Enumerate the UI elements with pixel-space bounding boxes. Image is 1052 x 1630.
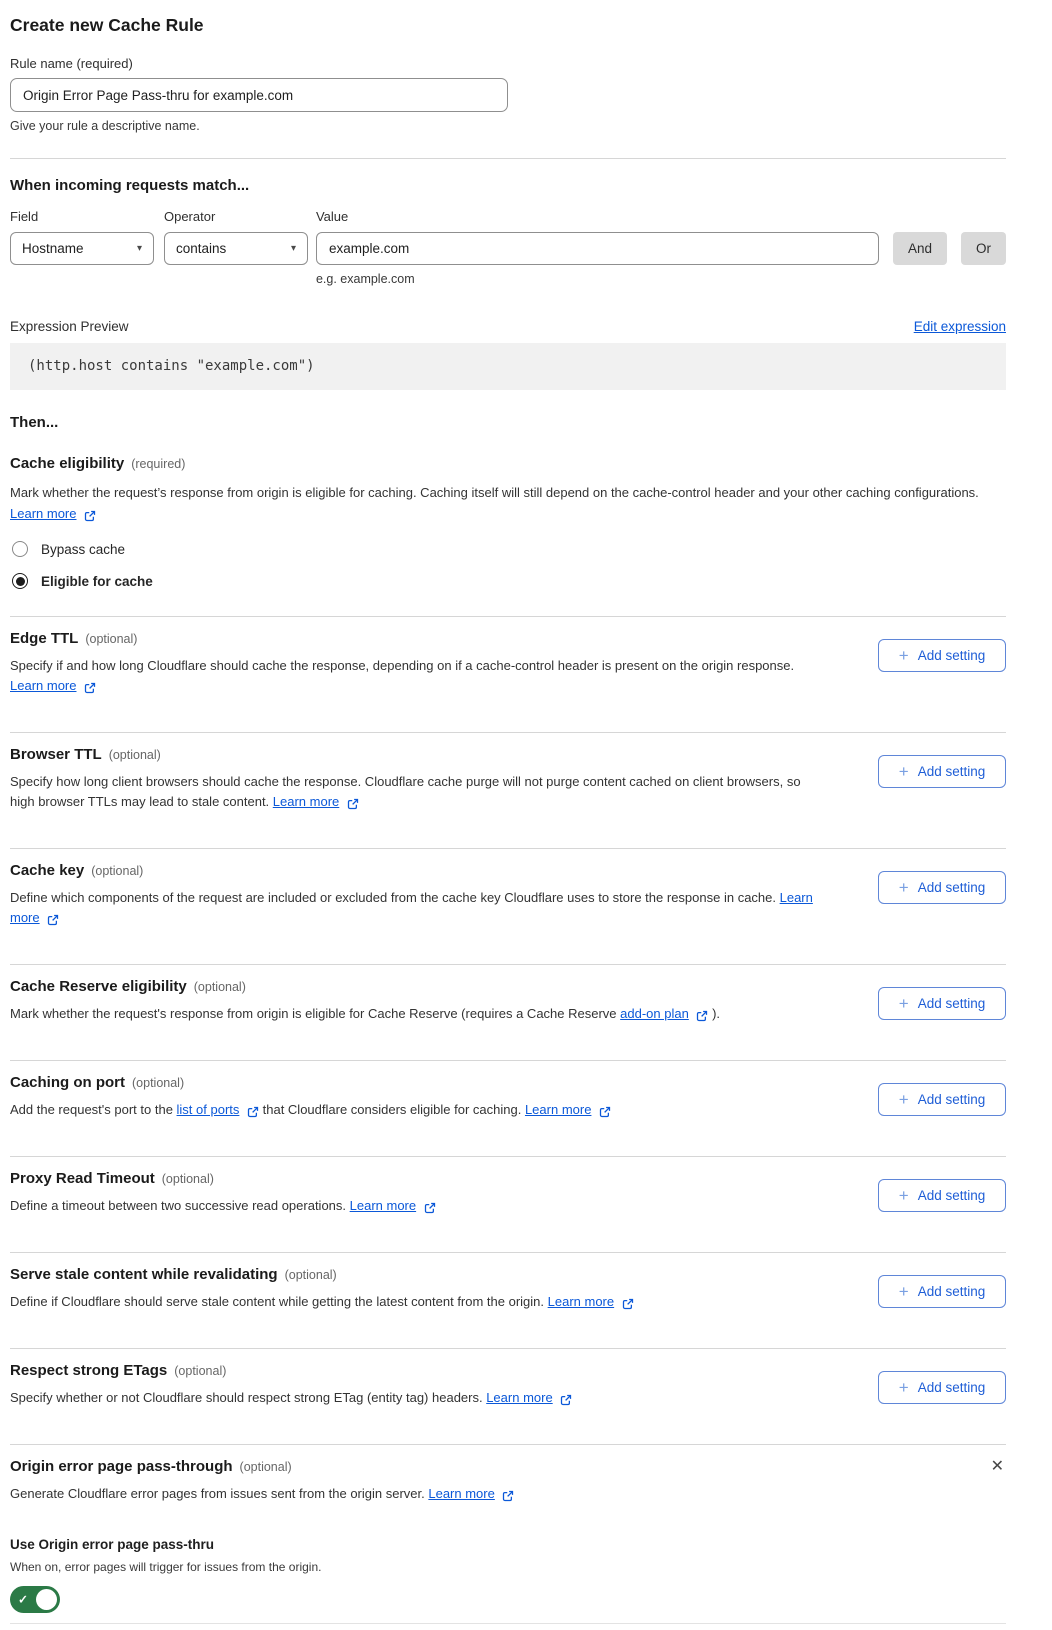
add-setting-button[interactable] (878, 871, 1006, 904)
field-select[interactable] (10, 232, 154, 265)
cache-eligibility-description: Mark whether the request’s response from origin is eligible for caching. Caching itself will still depend on the cache-control header and your other caching configurations. Learn more (10, 482, 1002, 525)
setting-row (10, 616, 1006, 732)
or-button[interactable]: Or (961, 232, 1006, 265)
divider (10, 1623, 1006, 1624)
setting-description: Define if Cloudflare should serve stale content while getting the latest content from the origin. Learn more (10, 1292, 634, 1313)
inline-link[interactable]: add-on plan (620, 1006, 689, 1021)
external-link-icon (84, 677, 96, 697)
origin-error-setting-desc: When on, error pages will trigger for issues from the origin. (10, 1560, 322, 1574)
external-link-icon (560, 1389, 572, 1409)
setting-optional-tag: (optional) (132, 1076, 185, 1090)
origin-error-title: Origin error page pass-through (10, 1458, 233, 1475)
external-link-icon (424, 1197, 436, 1217)
plus-icon: + (898, 646, 909, 665)
setting-title: Edge TTL (10, 630, 79, 647)
create-cache-rule-form (10, 14, 1006, 1624)
external-link-icon (347, 793, 359, 813)
external-link-icon (696, 1005, 708, 1025)
plus-icon: + (898, 1378, 909, 1397)
setting-title: Cache Reserve eligibility (10, 978, 187, 995)
origin-error-tag: (optional) (239, 1460, 292, 1474)
cache-eligibility-title-row (10, 454, 1006, 474)
external-link-icon (599, 1101, 611, 1121)
origin-error-section (10, 1444, 1006, 1624)
setting-description: Specify if and how long Cloudflare should cache the response, depending on if a cache-control header is present on the origin response. Learn more (10, 656, 818, 697)
origin-error-setting-label: Use Origin error page pass-thru (10, 1537, 215, 1552)
plus-icon: + (898, 1282, 909, 1301)
setting-optional-tag: (optional) (284, 1268, 337, 1282)
setting-row (10, 848, 1006, 964)
setting-title: Proxy Read Timeout (10, 1170, 155, 1187)
add-setting-button[interactable] (878, 755, 1006, 788)
operator-label: Operator (163, 209, 216, 224)
setting-title: Caching on port (10, 1074, 125, 1091)
setting-optional-tag: (optional) (174, 1364, 227, 1378)
radio-option-label: Bypass cache (41, 541, 126, 557)
setting-title: Serve stale content while revalidating (10, 1266, 278, 1283)
radio-option[interactable] (10, 541, 1006, 557)
and-button[interactable]: And (893, 232, 947, 265)
match-row (10, 209, 1006, 286)
setting-optional-tag: (optional) (161, 1172, 214, 1186)
value-label: Value (315, 209, 349, 224)
inline-link[interactable]: Learn more (524, 1102, 592, 1117)
setting-description: Specify how long client browsers should cache the response. Cloudflare cache purge will not purge content cached on client browsers, so high browser TTLs may lead to stale content. Learn more (10, 772, 818, 813)
inline-link[interactable]: Learn more (486, 1390, 553, 1405)
cache-eligibility-title: Cache eligibility (10, 455, 125, 472)
add-setting-button-label: Add setting (917, 648, 986, 663)
add-setting-button-label: Add setting (917, 1284, 986, 1299)
plus-icon: + (898, 1186, 909, 1205)
setting-row (10, 1348, 1006, 1444)
setting-optional-tag: (optional) (193, 980, 246, 994)
radio-option-label: Eligible for cache (41, 573, 153, 589)
expression-preview-label: Expression Preview (10, 319, 129, 334)
add-setting-button-label: Add setting (917, 764, 986, 779)
inline-link[interactable]: Learn more (10, 506, 77, 521)
setting-row (10, 732, 1006, 848)
setting-description: Mark whether the request's response from origin is eligible for Cache Reserve (requires a Cache Reserve add-on plan ). (10, 1004, 720, 1025)
add-setting-button[interactable] (878, 1179, 1006, 1212)
divider (10, 158, 1006, 159)
value-input[interactable] (316, 232, 879, 265)
operator-select[interactable] (164, 232, 308, 265)
setting-title: Respect strong ETags (10, 1362, 168, 1379)
page-title: Create new Cache Rule (10, 15, 204, 35)
field-select-value: Hostname (22, 241, 84, 256)
add-setting-button[interactable] (878, 1371, 1006, 1404)
then-heading: Then... (10, 414, 59, 431)
plus-icon: + (898, 878, 909, 897)
value-helper: e.g. example.com (315, 272, 415, 286)
inline-link[interactable]: Learn more (272, 794, 340, 809)
inline-link[interactable]: Learn more (428, 1486, 495, 1501)
setting-optional-tag: (optional) (108, 748, 161, 762)
operator-select-value: contains (175, 241, 227, 256)
external-link-icon (502, 1485, 514, 1505)
inline-link[interactable]: list of ports (176, 1102, 240, 1117)
setting-description: Define a timeout between two successive read operations. Learn more (10, 1196, 436, 1217)
edit-expression-link[interactable]: Edit expression (913, 319, 1006, 334)
setting-description: Specify whether or not Cloudflare should respect strong ETag (entity tag) headers. Learn more (10, 1388, 572, 1409)
rule-name-label: Rule name (required) (10, 56, 133, 71)
setting-title: Browser TTL (10, 746, 102, 763)
add-setting-button[interactable] (878, 1083, 1006, 1116)
radio-icon[interactable] (12, 541, 28, 557)
expression-preview-code: (http.host contains "example.com") (10, 343, 1006, 390)
plus-icon: + (898, 762, 909, 781)
setting-title: Cache key (10, 862, 85, 879)
rule-name-helper: Give your rule a descriptive name. (10, 119, 200, 133)
chevron-down-icon: ▾ (290, 243, 296, 254)
add-setting-button[interactable] (878, 639, 1006, 672)
toggle-knob (36, 1589, 57, 1610)
setting-description: Define which components of the request are included or excluded from the cache key Cloudflare uses to store the response in cache. Learn more (10, 888, 818, 929)
field-label: Field (10, 209, 39, 224)
add-setting-button-label: Add setting (917, 996, 986, 1011)
add-setting-button-label: Add setting (917, 1188, 986, 1203)
external-link-icon (622, 1293, 634, 1313)
add-setting-button-label: Add setting (917, 1380, 986, 1395)
close-icon[interactable]: ✕ (990, 1458, 1004, 1475)
radio-option[interactable] (10, 573, 1006, 589)
plus-icon: + (898, 994, 909, 1013)
add-setting-button-label: Add setting (917, 880, 986, 895)
origin-error-toggle[interactable] (10, 1586, 60, 1613)
cache-eligibility-options (10, 541, 1006, 589)
setting-row (10, 964, 1006, 1060)
check-icon: ✓ (18, 1592, 29, 1607)
inline-link[interactable]: Learn more (10, 678, 77, 693)
settings-list (10, 616, 1006, 1444)
external-link-icon (247, 1101, 259, 1121)
inline-link[interactable]: Learn more (10, 890, 813, 925)
cache-eligibility-tag: (required) (131, 457, 186, 471)
plus-icon: + (898, 1090, 909, 1109)
setting-row (10, 1252, 1006, 1348)
setting-row (10, 1156, 1006, 1252)
add-setting-button[interactable] (878, 1275, 1006, 1308)
rule-name-input[interactable] (10, 78, 508, 112)
inline-link[interactable]: Learn more (349, 1198, 417, 1213)
add-setting-button-label: Add setting (917, 1092, 986, 1107)
setting-row (10, 1060, 1006, 1156)
origin-error-description: Generate Cloudflare error pages from issues sent from the origin server. Learn more (10, 1484, 1006, 1505)
setting-description: Add the request's port to the list of ports that Cloudflare considers eligible for caching. Learn more (10, 1100, 611, 1121)
radio-icon[interactable] (12, 573, 28, 589)
inline-link[interactable]: Learn more (547, 1294, 615, 1309)
chevron-down-icon: ▾ (136, 243, 142, 254)
match-heading: When incoming requests match... (10, 177, 250, 194)
external-link-icon (47, 909, 59, 929)
external-link-icon (84, 504, 96, 525)
add-setting-button[interactable] (878, 987, 1006, 1020)
setting-optional-tag: (optional) (85, 632, 138, 646)
setting-optional-tag: (optional) (91, 864, 144, 878)
